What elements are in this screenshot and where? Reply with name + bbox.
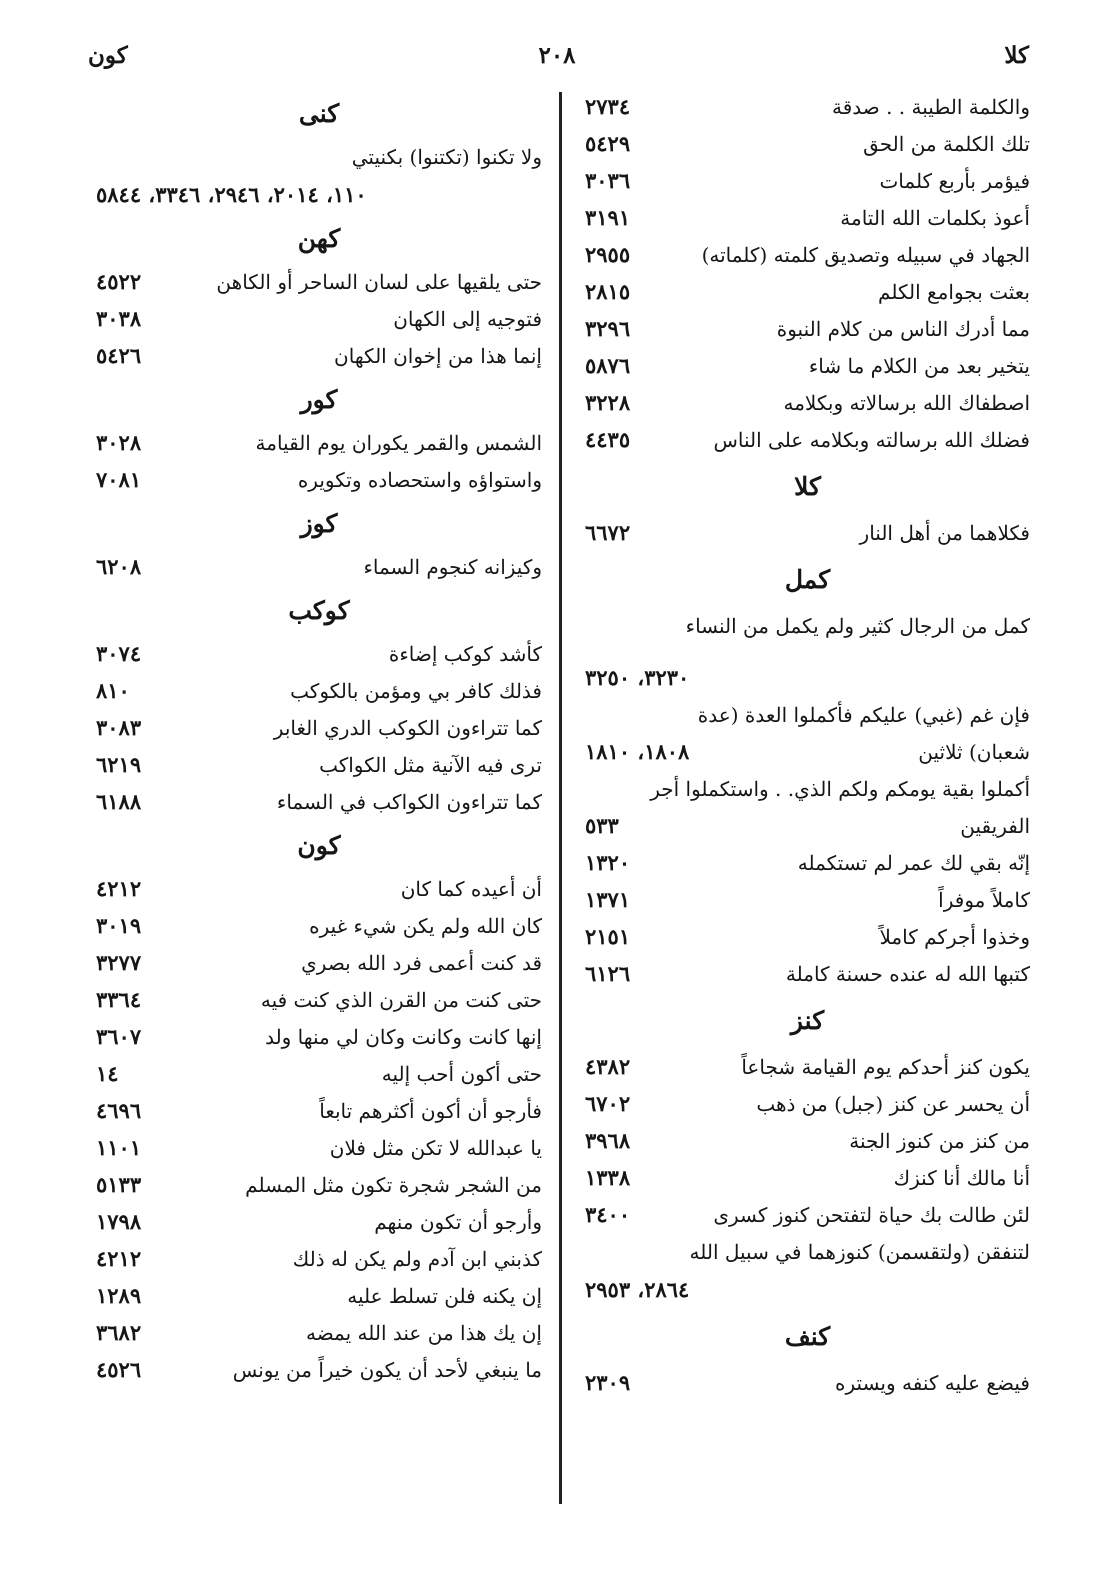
entry-number: ٣٤٠٠ xyxy=(585,1201,631,1227)
entry-text: فيضع عليه كنفه ويستره xyxy=(835,1370,1030,1395)
entry-text: كتبها الله له عنده حسنة كاملة xyxy=(785,961,1030,986)
entry-row xyxy=(96,1240,542,1277)
header-left-word: كون xyxy=(88,42,128,69)
entry-text: الجهاد في سبيله وتصديق كلمته (كلماته) xyxy=(701,242,1030,267)
entry-text: الشمس والقمر يكوران يوم القيامة xyxy=(255,430,542,455)
column-divider xyxy=(559,92,562,1504)
entry-text: فذلك كافر بي ومؤمن بالكوكب xyxy=(290,678,542,703)
left-entries-kahn xyxy=(96,263,542,374)
section-heading-kahn: كهن xyxy=(297,223,341,253)
entry-number: ٣٢٢٨ xyxy=(585,389,631,415)
entry-row xyxy=(585,125,1030,162)
entry-row xyxy=(96,1314,542,1351)
entry-number: ٥٣٣ xyxy=(585,812,619,838)
entry-number: ٤٣٨٢ xyxy=(585,1053,631,1079)
entry-text: كذبني ابن آدم ولم يكن له ذلك xyxy=(292,1246,542,1271)
entry-text: كان الله ولم يكن شيء غيره xyxy=(309,913,542,938)
entry-number: ٦٢٠٨ xyxy=(96,553,142,579)
entry-number: ١٣٣٨ xyxy=(585,1164,631,1190)
entry-number: ٤٥٢٦ xyxy=(96,1356,142,1382)
entry-text: إنما هذا من إخوان الكهان xyxy=(334,343,542,368)
entry-number: ٣٠٨٣ xyxy=(96,714,142,740)
entry-text: وخذوا أجركم كاملاً xyxy=(879,924,1030,949)
entry-row xyxy=(585,733,1030,770)
left-column xyxy=(96,88,542,1388)
entry-number: ٢٨١٥ xyxy=(585,278,631,304)
entry-numbers: ١١٠، ٢٠١٤، ٢٩٤٦، ٣٣٤٦، ٥٨٤٤ xyxy=(96,181,367,207)
entry-number: ١٤ xyxy=(96,1060,119,1086)
entry-row xyxy=(96,1203,542,1240)
entry-number: ٥٨٧٦ xyxy=(585,352,631,378)
entry-number: ١٧٩٨ xyxy=(96,1208,142,1234)
entry-row xyxy=(585,1196,1030,1233)
entry-text: الفريقين xyxy=(960,813,1030,838)
entry-text: فكلاهما من أهل النار xyxy=(859,520,1030,545)
header-right-word: كلا xyxy=(1004,42,1029,69)
entry-row xyxy=(585,1159,1030,1196)
entry-row xyxy=(585,384,1030,421)
entry-number: ٣٠٣٦ xyxy=(585,167,631,193)
entry-number: ٦٦٧٢ xyxy=(585,519,631,545)
entry-number: ٤٥٢٢ xyxy=(96,268,142,294)
entry-text: من كنز من كنوز الجنة xyxy=(849,1128,1030,1153)
left-entries-kawn xyxy=(96,870,542,1388)
right-column xyxy=(585,88,1030,1401)
entry-row xyxy=(585,955,1030,992)
entry-text: حتى يلقيها على لسان الساحر أو الكاهن xyxy=(216,269,542,294)
entry-row xyxy=(96,1277,542,1314)
entry-row xyxy=(96,746,542,783)
entry-row xyxy=(585,1122,1030,1159)
entry-row xyxy=(585,696,1030,733)
entry-number: ٦٢١٩ xyxy=(96,751,142,777)
entry-text: أعوذ بكلمات الله التامة xyxy=(840,205,1030,230)
entry-row xyxy=(585,844,1030,881)
right-entries-kalam xyxy=(585,88,1030,458)
entry-row xyxy=(585,918,1030,955)
section-heading-kunya: كنى xyxy=(298,98,340,128)
entry-number: ٣٠٧٤ xyxy=(96,640,142,666)
entry-row xyxy=(585,1048,1030,1085)
entry-number: ٤٢١٢ xyxy=(96,875,142,901)
entry-text: فأرجو أن أكون أكثرهم تابعاً xyxy=(319,1098,542,1123)
entry-row xyxy=(585,607,1030,644)
entry-row xyxy=(585,1085,1030,1122)
entry-row xyxy=(96,1351,542,1388)
entry-row xyxy=(585,273,1030,310)
entry-number: ٣٢٧٧ xyxy=(96,949,142,975)
section-heading-kanz: كنز xyxy=(790,1005,825,1035)
left-entries-kawr xyxy=(96,424,542,498)
entry-number: ٣٠٣٨ xyxy=(96,305,142,331)
entry-row xyxy=(585,1364,1030,1401)
entry-text: كاملاً موفراً xyxy=(938,887,1030,912)
entry-row xyxy=(96,907,542,944)
entry-row xyxy=(96,944,542,981)
entry-row xyxy=(585,236,1030,273)
entry-row xyxy=(96,981,542,1018)
entry-number: ٢٧٣٤ xyxy=(585,93,631,119)
right-entries-kanz xyxy=(585,1048,1030,1233)
entry-text: ولا تكنوا (تكتنوا) بكنيتي xyxy=(351,144,542,169)
entry-text: فتوجيه إلى الكهان xyxy=(393,306,542,331)
entry-number: ٢١٥١ xyxy=(585,923,631,949)
entry-number: ٧٠٨١ xyxy=(96,466,142,492)
entry-text: حتى كنت من القرن الذي كنت فيه xyxy=(260,987,542,1012)
entry-text: فإن غم (غبي) عليكم فأكملوا العدة (عدة xyxy=(697,702,1030,727)
entry-row xyxy=(96,300,542,337)
entry-row xyxy=(96,461,542,498)
page-number: ٢٠٨ xyxy=(538,42,576,69)
entry-row xyxy=(585,347,1030,384)
entry-row xyxy=(96,263,542,300)
entry-text: حتى أكون أحب إليه xyxy=(381,1061,542,1086)
entry-text: وكيزانه كنجوم السماء xyxy=(363,554,542,579)
entry-text: والكلمة الطيبة . . صدقة xyxy=(831,94,1030,119)
entry-number: ٣٦٠٧ xyxy=(96,1023,142,1049)
entry-text: فضلك الله برسالته وبكلامه على الناس xyxy=(713,427,1030,452)
entry-text: كما تتراءون الكوكب الدري الغابر xyxy=(273,715,542,740)
section-heading-kamal: كمل xyxy=(784,564,831,594)
entry-number: ٣٦٨٢ xyxy=(96,1319,142,1345)
entry-text: كما تتراءون الكواكب في السماء xyxy=(276,789,542,814)
entry-row xyxy=(585,162,1030,199)
entry-numbers: ٢٨٦٤، ٢٩٥٣ xyxy=(585,1276,690,1302)
entry-row xyxy=(585,807,1030,844)
entry-text: إن يك هذا من عند الله يمضه xyxy=(305,1320,542,1345)
entry-number: ٤٤٣٥ xyxy=(585,426,631,452)
entry-text: يكون كنز أحدكم يوم القيامة شجاعاً xyxy=(741,1054,1030,1079)
entry-text: تلك الكلمة من الحق xyxy=(863,131,1030,156)
entry-number: ٨١٠ xyxy=(96,677,130,703)
entry-number: ٦١٨٨ xyxy=(96,788,142,814)
entry-number: ٥٤٢٩ xyxy=(585,130,631,156)
entry-number: ٤٦٩٦ xyxy=(96,1097,142,1123)
entry-number: ٣٠٢٨ xyxy=(96,429,142,455)
entry-row xyxy=(96,337,542,374)
entry-number: ٢٩٥٥ xyxy=(585,241,631,267)
entry-row xyxy=(96,1166,542,1203)
entry-number: ٤٢١٢ xyxy=(96,1245,142,1271)
entry-number: ٥٤٢٦ xyxy=(96,342,142,368)
entry-number: ٣١٩١ xyxy=(585,204,631,230)
entry-row xyxy=(96,1055,542,1092)
entry-row xyxy=(96,870,542,907)
entry-number: ١٢٨٩ xyxy=(96,1282,142,1308)
section-heading-kawkab: كوكب xyxy=(288,595,350,625)
entry-number: ١٣٢٠ xyxy=(585,849,631,875)
entry-text: يتخير بعد من الكلام ما شاء xyxy=(808,353,1030,378)
entry-row xyxy=(585,881,1030,918)
entry-text: ترى فيه الآنية مثل الكواكب xyxy=(319,752,542,777)
entry-text: كأشد كوكب إضاءة xyxy=(388,641,542,666)
entry-row xyxy=(96,138,542,175)
entry-number: ٣٩٦٨ xyxy=(585,1127,631,1153)
right-entries-kamal xyxy=(585,844,1030,992)
entry-text: بعثت بجوامع الكلم xyxy=(878,279,1030,304)
section-heading-kanaf: كنف xyxy=(784,1321,831,1351)
entry-number: ٦٧٠٢ xyxy=(585,1090,631,1116)
entry-text: يا عبدالله لا تكن مثل فلان xyxy=(329,1135,542,1160)
entry-row xyxy=(585,199,1030,236)
entry-row xyxy=(585,88,1030,125)
entry-number: ٥١٣٣ xyxy=(96,1171,142,1197)
entry-number: ٦١٢٦ xyxy=(585,960,631,986)
entry-text: اصطفاك الله برسالاته وبكلامه xyxy=(783,390,1030,415)
entry-text: كمل من الرجال كثير ولم يكمل من النساء xyxy=(685,613,1030,638)
entry-number: ٣٠١٩ xyxy=(96,912,142,938)
entry-text: أن يحسر عن كنز (جبل) من ذهب xyxy=(756,1091,1030,1116)
entry-text: ما ينبغي لأحد أن يكون خيراً من يونس xyxy=(232,1357,542,1382)
entry-text: إنها كانت وكانت وكان لي منها ولد xyxy=(265,1024,542,1049)
entry-row xyxy=(96,672,542,709)
entry-text: لئن طالت بك حياة لتفتحن كنوز كسرى xyxy=(713,1202,1030,1227)
section-heading-kawr: كور xyxy=(300,384,338,414)
section-heading-kawn: كون xyxy=(297,830,341,860)
entry-text: أكملوا بقية يومكم ولكم الذي. . واستكملوا أجر xyxy=(650,776,1030,801)
left-entries-kawz xyxy=(96,548,542,585)
entry-number: ٣٢٩٦ xyxy=(585,315,631,341)
entry-row xyxy=(96,635,542,672)
entry-row xyxy=(585,770,1030,807)
entry-text: شعبان) ثلاثين xyxy=(918,739,1030,764)
entry-text: إن يكنه فلن تسلط عليه xyxy=(347,1283,542,1308)
entry-text: مما أدرك الناس من كلام النبوة xyxy=(776,316,1030,341)
entry-text: لتنفقن (ولتقسمن) كنوزهما في سبيل الله xyxy=(689,1239,1030,1264)
entry-number: ٢٣٠٩ xyxy=(585,1369,631,1395)
entry-text: قد كنت أعمى فرد الله بصري xyxy=(301,950,542,975)
entry-text: وأرجو أن تكون منهم xyxy=(374,1209,542,1234)
entry-text: أن أعيده كما كان xyxy=(400,876,542,901)
entry-row xyxy=(96,1092,542,1129)
entry-number: ١٨٠٨، ١٨١٠ xyxy=(585,738,690,764)
entry-row xyxy=(96,548,542,585)
entry-row xyxy=(585,1233,1030,1270)
entry-number: ٣٣٦٤ xyxy=(96,986,142,1012)
entry-row xyxy=(96,424,542,461)
entry-text: واستواؤه واستحصاده وتكويره xyxy=(297,467,542,492)
section-heading-kila: كلا xyxy=(794,471,821,501)
entry-text: من الشجر شجرة تكون مثل المسلم xyxy=(245,1172,542,1197)
page-header xyxy=(0,42,1111,82)
entry-number: ١٣٧١ xyxy=(585,886,631,912)
entry-row xyxy=(96,1129,542,1166)
entry-row xyxy=(585,310,1030,347)
entry-row xyxy=(96,709,542,746)
entry-text: فيؤمر بأربع كلمات xyxy=(879,168,1030,193)
entry-row xyxy=(96,1018,542,1055)
entry-text: إنّه بقي لك عمر لم تستكمله xyxy=(797,850,1030,875)
entry-row xyxy=(585,421,1030,458)
entry-numbers: ٣٢٣٠، ٣٢٥٠ xyxy=(585,664,690,690)
entry-number: ١١٠١ xyxy=(96,1134,142,1160)
entry-text: أنا مالك أنا كنزك xyxy=(893,1165,1030,1190)
section-heading-kawz: كوز xyxy=(300,508,338,538)
left-entries-kawkab xyxy=(96,635,542,820)
entry-row xyxy=(96,783,542,820)
entry-row xyxy=(585,514,1030,551)
